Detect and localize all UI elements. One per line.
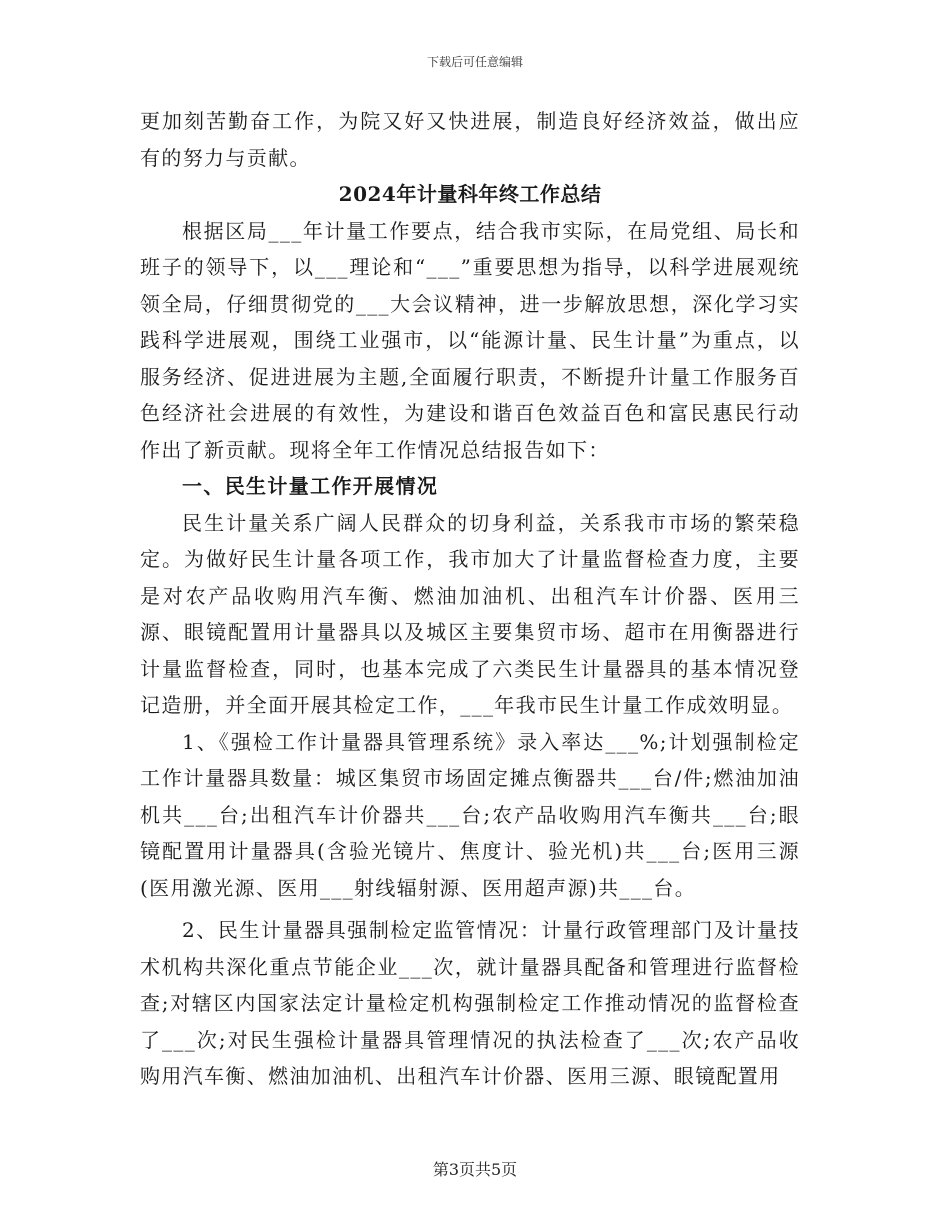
document-body <box>140 103 800 1095</box>
continuation-paragraph: 更加刻苦勤奋工作，为院又好又快进展，制造良好经济效益，做出应有的努力与贡献。 <box>140 109 800 170</box>
item-2-paragraph: 2、民生计量器具强制检定监管情况：计量行政管理部门及计量技术机构共深化重点节能企业___次，就计量器具配备和管理进行监督检查;对辖区内国家法定计量检定机构强制检定工作推动情况的监督检查了___次;对民生强检计量器具管理情况的执法检查了___次;农产品收购用汽车衡、燃油加油机、出租汽车计价器、医用三源、眼镜配置用 <box>140 918 800 1088</box>
intro-paragraph: 根据区局___年计量工作要点，结合我市实际，在局党组、局长和班子的领导下，以___理论和“___”重要思想为指导，以科学进展观统领全局，仔细贯彻党的___大会议精神，进一步解放思想，深化学习实践科学进展观，围绕工业强市，以“能源计量、民生计量”为重点，以服务经济、促进进展为主题,全面履行职责，不断提升计量工作服务百色经济社会进展的有效性，为建设和谐百色效益百色和富民惠民行动作出了新贡献。现将全年工作情况总结报告如下： <box>140 218 800 462</box>
document-title: 2024年计量科年终工作总结 <box>338 182 602 206</box>
page-number: 第3页共5页 <box>432 1160 518 1179</box>
section-1-intro-paragraph: 民生计量关系广阔人民群众的切身利益，关系我市市场的繁荣稳定。为做好民生计量各项工作，我市加大了计量监督检查力度，主要是对农产品收购用汽车衡、燃油加油机、出租汽车计价器、医用三源、眼镜配置用计量器具以及城区主要集贸市场、超市在用衡器进行计量监督检查，同时，也基本完成了六类民生计量器具的基本情况登记造册，并全面开展其检定工作，___年我市民生计量工作成效明显。 <box>140 510 800 717</box>
item-1-paragraph: 1、《强检工作计量器具管理系统》录入率达___%;计划强制检定工作计量器具数量：城区集贸市场固定摊点衡器共___台/件;燃油加油机共___台;出租汽车计价器共___台;农产品收购用汽车衡共___台;眼镜配置用计量器具(含验光镜片、焦度计、验光机)共___台;医用三源(医用激光源、医用___射线辐射源、医用超声源)共___台。 <box>140 729 800 900</box>
page-header-note: 下载后可任意编辑 <box>426 55 523 69</box>
section-1-heading: 一、民生计量工作开展情况 <box>182 474 439 498</box>
